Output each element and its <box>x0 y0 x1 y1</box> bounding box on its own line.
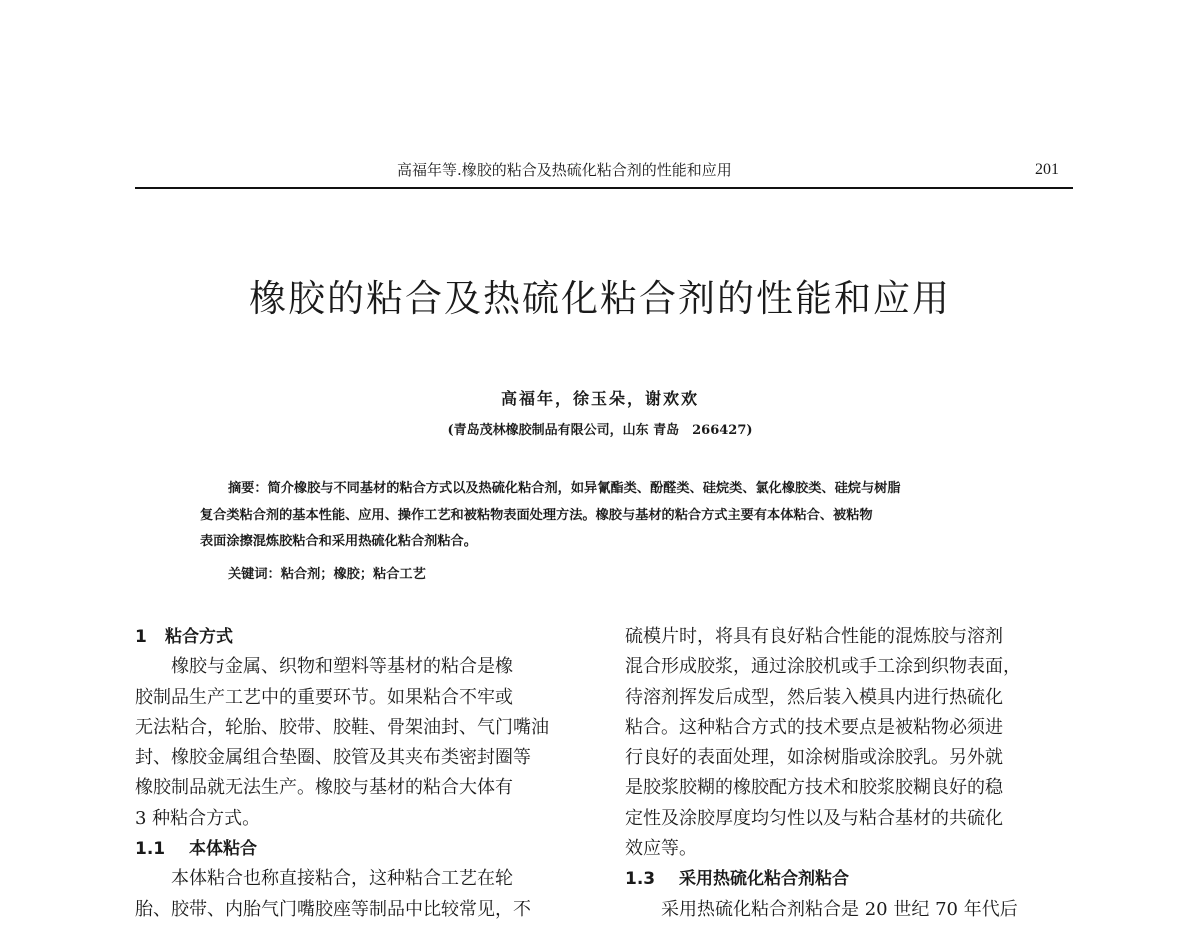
body-line: 粘合。这种粘合方式的技术要点是被粘物必须进 <box>625 716 1003 738</box>
page-number: 201 <box>1035 161 1059 178</box>
left-column <box>135 622 585 925</box>
section-heading-1 <box>135 622 585 652</box>
abstract <box>200 476 1010 556</box>
header-rule <box>135 187 1073 189</box>
section-heading-1-3 <box>625 864 1075 894</box>
keywords: 关键词：粘合剂；橡胶；粘合工艺 <box>228 567 426 582</box>
body-line: 3 种粘合方式。 <box>135 807 261 829</box>
body-line: 无法粘合，轮胎、胶带、胶鞋、骨架油封、气门嘴油 <box>135 716 549 738</box>
body-line: 封、橡胶金属组合垫圈、胶管及其夹布类密封圈等 <box>135 747 531 769</box>
body-line: 待溶剂挥发后成型，然后装入模具内进行热硫化 <box>625 686 1003 708</box>
right-column <box>625 622 1075 925</box>
section-title: 本体粘合 <box>189 839 257 860</box>
running-head-title: 高福年等.橡胶的粘合及热硫化粘合剂的性能和应用 <box>397 161 732 179</box>
body-line: 橡胶制品就无法生产。橡胶与基材的粘合大体有 <box>135 777 513 799</box>
body-line: 本体粘合也称直接粘合，这种粘合工艺在轮 <box>171 868 513 890</box>
body-line: 胶制品生产工艺中的重要环节。如果粘合不牢或 <box>135 686 513 708</box>
abstract-line: 复合类粘合剂的基本性能、应用、操作工艺和被粘物表面处理方法。橡胶与基材的粘合方式主要有本体粘合、被粘物 <box>200 507 873 523</box>
section-number: 1.1 <box>135 839 166 860</box>
section-number: 1 <box>135 627 147 647</box>
section-title: 粘合方式 <box>165 627 233 647</box>
body-line: 混合形成胶浆，通过涂胶机或手工涂到织物表面， <box>625 656 1021 678</box>
body-line: 胎、胶带、内胎气门嘴胶座等制品中比较常见，不 <box>135 898 531 920</box>
affiliation: (青岛茂林橡胶制品有限公司，山东 青岛 266427) <box>447 423 753 438</box>
section-heading-1-1 <box>135 834 585 864</box>
body-line: 硫模片时，将具有良好粘合性能的混炼胶与溶剂 <box>625 626 1003 647</box>
body-line: 是胶浆胶糊的橡胶配方技术和胶浆胶糊良好的稳 <box>625 777 1003 799</box>
body-line: 采用热硫化粘合剂粘合是 20 世纪 70 年代后 <box>661 898 1018 920</box>
authors: 高福年，徐玉朵，谢欢欢 <box>500 389 699 408</box>
body-line: 效应等。 <box>625 838 697 860</box>
paper-title: 橡胶的粘合及热硫化粘合剂的性能和应用 <box>249 277 951 320</box>
body-line: 定性及涂胶厚度均匀性以及与粘合基材的共硫化 <box>625 807 1003 829</box>
section-number: 1.3 <box>625 869 656 890</box>
section-title: 采用热硫化粘合剂粘合 <box>679 869 849 890</box>
running-head <box>135 157 1073 183</box>
body-line: 橡胶与金属、织物和塑料等基材的粘合是橡 <box>171 656 513 678</box>
abstract-line: 表面涂擦混炼胶粘合和采用热硫化粘合剂粘合。 <box>200 534 477 549</box>
body-line: 行良好的表面处理，如涂树脂或涂胶乳。另外就 <box>625 747 1003 769</box>
abstract-line: 摘要：简介橡胶与不同基材的粘合方式以及热硫化粘合剂，如异氰酯类、酚醛类、硅烷类、氯化橡胶类、硅烷与树脂 <box>228 481 901 496</box>
